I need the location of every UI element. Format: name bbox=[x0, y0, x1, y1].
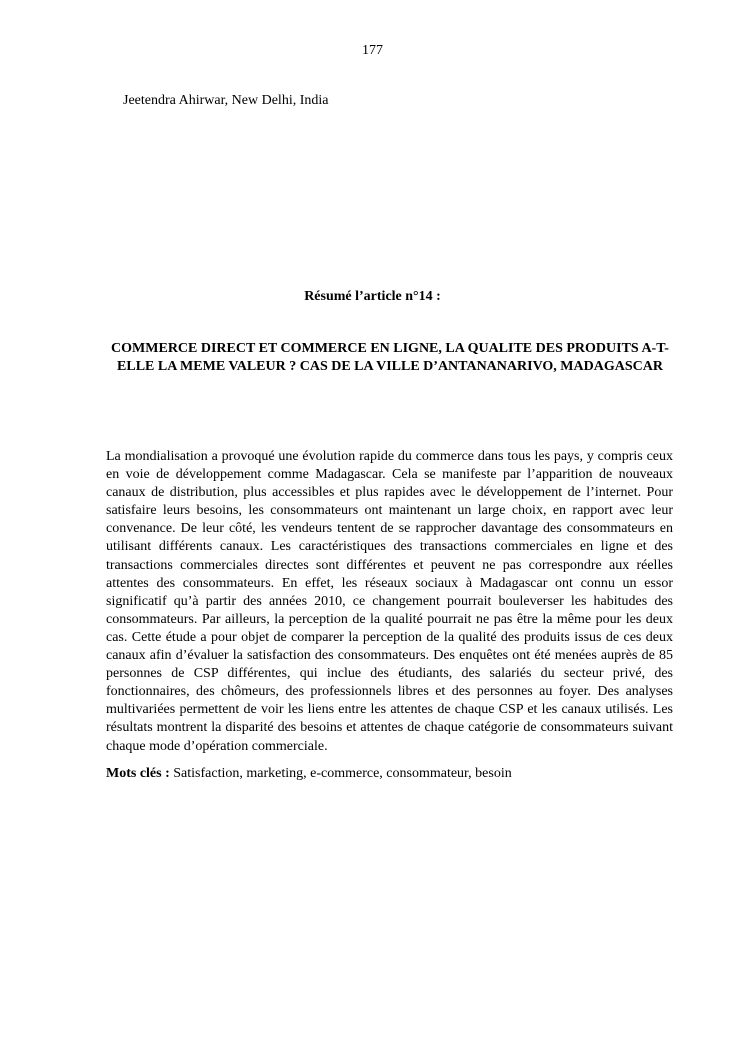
article-title: COMMERCE DIRECT ET COMMERCE EN LIGNE, LA QUALITE DES PRODUITS A-T-ELLE LA MEME VALEUR ? CAS DE LA VILLE D’ANTANANARIVO, MADAGASCAR bbox=[111, 341, 669, 374]
page-number: 177 bbox=[362, 43, 383, 58]
keywords-paragraph bbox=[106, 765, 673, 783]
author-line: Jeetendra Ahirwar, New Delhi, India bbox=[123, 93, 329, 108]
resume-heading: Résumé l’article n°14 : bbox=[304, 289, 441, 304]
abstract-body: La mondialisation a provoqué une évolution rapide du commerce dans tous les pays, y compris ceux en voie de développement comme Madagascar. Cela se manifeste par l’apparition de nouveaux canaux de distribution, plus accessibles et plus rapides avec le développement de l’internet. Pour satisfaire leurs besoins, les consommateurs ont maintenant un large choix, en rapport avec leur convenance. De leur côté, les vendeurs tentent de se rapprocher davantage des consommateurs en utilisant différents canaux. Les caractéristiques des transactions commerciales en ligne et des transactions commerciales directes sont différentes et peuvent ne pas correspondre aux réelles attentes des consommateurs. En effet, les réseaux sociaux à Madagascar ont connu un essor significatif qu’à partir des années 2010, ce changement pourrait bouleverser les habitudes des consommateurs. Par ailleurs, la perception de la qualité pourrait ne pas être la même pour les deux cas. Cette étude a pour objet de comparer la perception de la qualité des produits issus de ces deux canaux afin d’évaluer la satisfaction des consommateurs. Des enquêtes ont été menées auprès de 85 personnes de CSP différentes, qui inclue des étudiants, des salariés du secteur privé, des fonctionnaires, des chômeurs, des professionnels libres et des personnes au foyer. Des analyses multivariées permettent de voir les liens entre les attentes de chaque CSP et les canaux utilisés. Les résultats montrent la disparité des besoins et attentes de chaque catégorie de consommateurs suivant chaque mode d’opération commerciale. bbox=[106, 449, 673, 754]
keywords-label: Mots clés : bbox=[106, 766, 170, 781]
keywords-text: Satisfaction, marketing, e-commerce, consommateur, besoin bbox=[169, 766, 512, 781]
